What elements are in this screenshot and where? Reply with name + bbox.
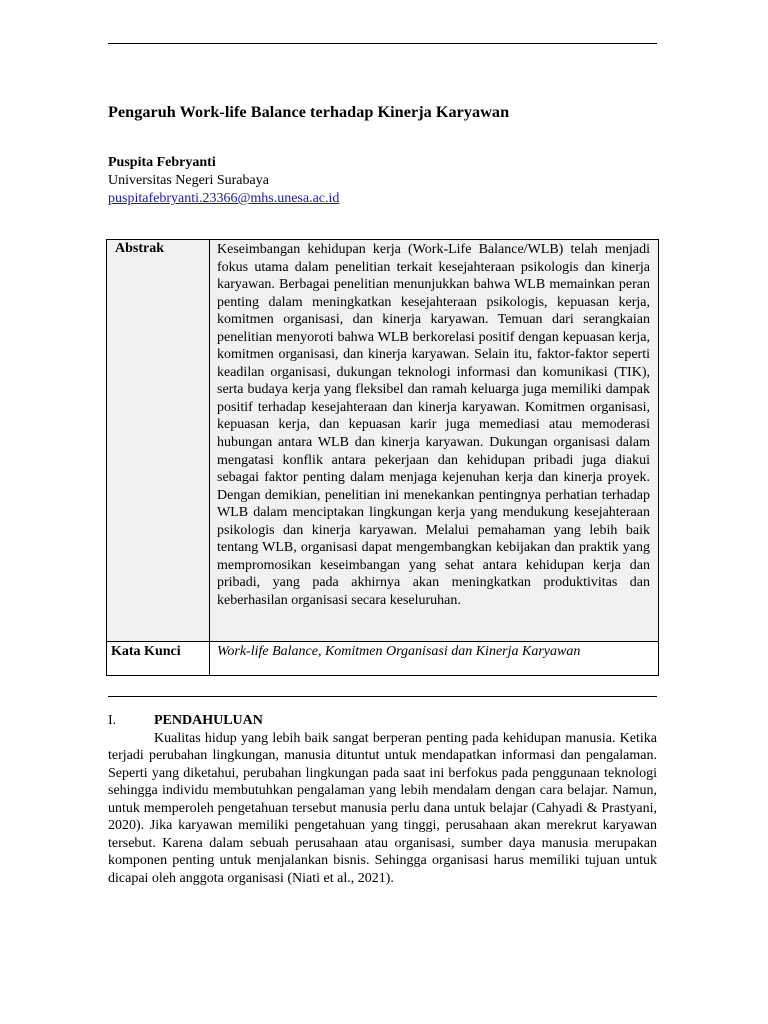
section-divider	[108, 696, 657, 697]
abstract-text: Keseimbangan kehidupan kerja (Work-Life Balance/WLB) telah menjadi fokus utama dalam penelitian terkait kesejahteraan psikologis dan kinerja karyawan. Berbagai penelitian menunjukkan bahwa WLB memainkan peran penting dalam meningkatkan kesejahteraan psikologis, kepuasan kerja, komitmen organisasi, dan kinerja karyawan. Temuan dari serangkaian penelitian menyoroti bahwa WLB berkorelasi positif dengan kepuasan kerja, komitmen organisasi, dan kinerja karyawan. Selain itu, faktor-faktor seperti keadilan organisasi, dukungan teknologi informasi dan komunikasi (TIK), serta budaya kerja yang fleksibel dan ramah keluarga juga memiliki dampak positif terhadap kesejahteraan dan kinerja karyawan. Komitmen organisasi, kepuasan kerja, dan kepuasan karir juga memediasi atau memoderasi hubungan antara WLB dan kinerja karyawan. Dukungan organisasi dalam mengatasi konflik antara pekerjaan dan kehidupan pribadi juga diakui sebagai faktor penting dalam menjaga kejenuhan kerja dan kinerja proyek. Dengan demikian, penelitian ini menekankan pentingnya perhatian terhadap WLB dalam menciptakan lingkungan kerja yang mendukung kesejahteraan psikologis dan kinerja karyawan. Melalui pemahaman yang lebih baik tentang WLB, organisasi dapat mengembangkan kebijakan dan praktik yang mempromosikan keseimbangan yang sehat antara kehidupan kerja dan pribadi, yang pada akhirnya akan meningkatkan produktivitas dan keberhasilan organisasi secara keseluruhan.	[210, 240, 659, 642]
section-heading	[108, 712, 657, 730]
author-block	[108, 154, 339, 208]
introduction-paragraph: Kualitas hidup yang lebih baik sangat berperan penting pada kehidupan manusia. Ketika terjadi perubahan lingkungan, manusia dituntut untuk mendapatkan informasi dan pengalaman. Seperti yang diketahui, perubahan lingkungan pada saat ini berfokus pada penggunaan teknologi sehingga individu membutuhkan pengalaman yang lebih mendalam dengan cara belajar. Namun, untuk memperoleh pengetahuan tersebut manusia perlu dana untuk belajar (Cahyadi & Prastyani, 2020). Jika karyawan memiliki pengetahuan yang tinggi, perusahaan akan merekrut karyawan tersebut. Karena dalam sebuah perusahaan atau organisasi, sumber daya manusia merupakan komponen penting untuk menjalankan bisnis. Sehingga organisasi harus memiliki tujuan untuk dicapai oleh anggota organisasi (Niati et al., 2021).	[108, 730, 657, 886]
author-affiliation: Universitas Negeri Surabaya	[108, 173, 269, 188]
author-name: Puspita Febryanti	[108, 155, 216, 170]
introduction-section	[108, 712, 657, 887]
section-title: PENDAHULUAN	[154, 713, 263, 728]
abstract-table	[106, 239, 659, 676]
top-rule	[108, 43, 657, 44]
keywords-text: Work-life Balance, Komitmen Organisasi dan Kinerja Karyawan	[210, 642, 659, 676]
abstract-label: Abstrak	[107, 240, 210, 642]
paper-title: Pengaruh Work-life Balance terhadap Kinerja Karyawan	[108, 103, 510, 121]
section-number: I.	[108, 713, 117, 728]
keywords-label: Kata Kunci	[107, 642, 210, 676]
author-email-link[interactable]: puspitafebryanti.23366@mhs.unesa.ac.id	[108, 191, 340, 206]
keywords-row	[107, 642, 659, 676]
abstract-row	[107, 240, 659, 642]
